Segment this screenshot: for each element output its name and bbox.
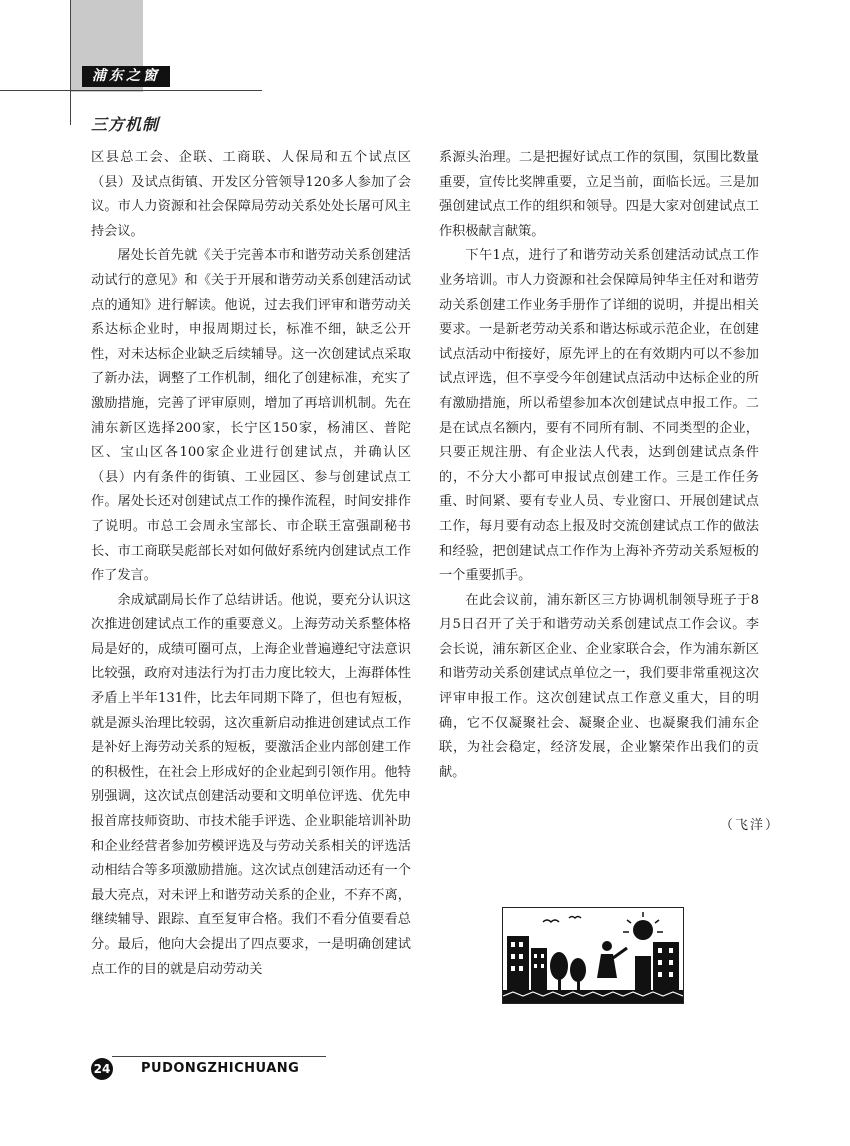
header-horizontal-rule (0, 90, 262, 91)
footer-rule (112, 1056, 326, 1057)
magazine-name: PUDONGZHICHUANG (141, 1061, 300, 1076)
paragraph: 区县总工会、企联、工商联、人保局和五个试点区（县）及试点街镇、开发区分管领导120多人参加了会议。市人力资源和社会保障局劳动关系处处长屠可风主持会议。 (91, 150, 411, 239)
header-vertical-rule (70, 0, 71, 125)
section-title: 三方机制 (91, 115, 160, 134)
author-signature: （飞洋） (720, 818, 781, 833)
right-column (439, 146, 759, 785)
papercut-illustration (502, 907, 684, 1004)
paragraph: 系源头治理。二是把握好试点工作的氛围，氛围比数量重要，宣传比奖牌重要，立足当前，面临长远。三是加强创建试点工作的组织和领导。四是大家对创建试点工作积极献言献策。 (439, 150, 759, 239)
paragraph: 下午1点，进行了和谐劳动关系创建活动试点工作业务培训。市人力资源和社会保障局钟华主任对和谐劳动关系创建工作业务手册作了详细的说明，并提出相关要求。一是新老劳动关系和谐达标或示范企业，在创建试点活动中衔接好，原先评上的在有效期内可以不参加试点评选，但不享受今年创建试点活动中达标企业的所有激励措施，所以希望参加本次创建试点申报工作。二是在试点名额内，要有不同所有制、不同类型的企业，只要正规注册、有企业法人代表，达到创建试点条件的，不分大小都可申报试点创建工作。三是工作任务重、时间紧、要有专业人员、专业窗口、开展创建试点工作，每月要有动态上报及时交流创建试点工作的做法和经验，把创建试点工作作为上海补齐劳动关系短板的一个重要抓手。 (439, 248, 759, 584)
page-number: 24 (91, 1058, 113, 1080)
magazine-logo: 浦东之窗 (82, 66, 170, 87)
papercut-illustration-art (503, 908, 683, 1003)
paragraph: 余成斌副局长作了总结讲话。他说，要充分认识这次推进创建试点工作的重要意义。上海劳动关系整体格局是好的，成绩可圈可点，上海企业普遍遵纪守法意识比较强，政府对违法行为打击力度比较大，上海群体性矛盾上半年131件，比去年同期下降了，但也有短板，就是源头治理比较弱，这次重新启动推进创建试点工作是补好上海劳动关系的短板，要激活企业内部创建工作的积极性，在社会上形成好的企业起到引领作用。他特别强调，这次试点创建活动要和文明单位评选、优先申报首席技师资助、市技术能手评选、企业职能培训补助和企业经营者参加劳模评选及与劳动关系相关的评选活动相结合等多项激励措施。这次试点创建活动还有一个最大亮点，对未评上和谐劳动关系的企业，不弃不离，继续辅导、跟踪、直至复审合格。我们不看分值要看总分。最后，他向大会提出了四点要求，一是明确创建试点工作的目的就是启动劳动关 (91, 592, 411, 977)
paragraph: 屠处长首先就《关于完善本市和谐劳动关系创建活动试行的意见》和《关于开展和谐劳动关系创建活动试点的通知》进行解读。他说，过去我们评审和谐劳动关系达标企业时，申报周期过长，标准不细，缺乏公开性，对未达标企业缺乏后续辅导。这一次创建试点采取了新办法，调整了工作机制，细化了创建标准，充实了激励措施，完善了评审原则，增加了再培训机制。先在浦东新区选择200家，长宁区150家，杨浦区、普陀区、宝山区各100家企业进行创建试点，并确认区（县）内有条件的街镇、工业园区、参与创建试点工作。屠处长还对创建试点工作的操作流程，时间安排作了说明。市总工会周永宝部长、市企联王富强副秘书长、市工商联吴彪部长对如何做好系统内创建试点工作作了发言。 (91, 248, 411, 584)
paragraph: 在此会议前，浦东新区三方协调机制领导班子于8月5日召开了关于和谐劳动关系创建试点工作会议。李会长说，浦东新区企业、企业家联合会，作为浦东新区和谐劳动关系创建试点单位之一，我们要非常重视这次评审申报工作。这次创建试点工作意义重大，目的明确，它不仅凝聚社会、凝聚企业、也凝聚我们浦东企联，为社会稳定，经济发展，企业繁荣作出我们的贡献。 (439, 592, 759, 780)
left-column (91, 146, 411, 982)
